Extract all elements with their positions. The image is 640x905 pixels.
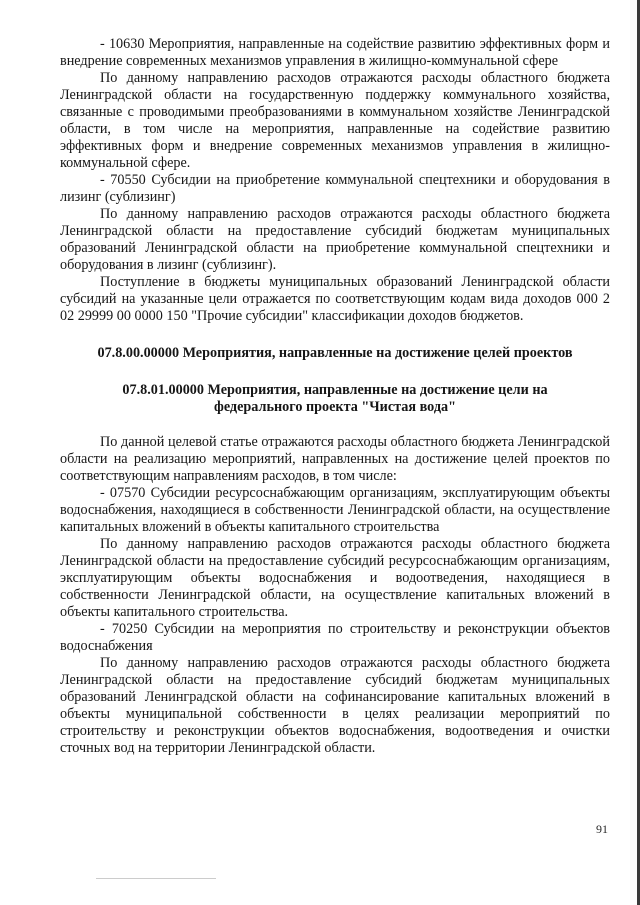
paragraph: - 70250 Субсидии на мероприятия по строительству и реконструкции объектов водоснабжения [60, 621, 610, 654]
paragraph: По данному направлению расходов отражаются расходы областного бюджета Ленинградской области на предоставление субсидий бюджетам муниципальных образований Ленинградской области на приобретение коммунальной спецтехники и оборудования в лизинг (сублизинг). [60, 206, 610, 273]
paragraph: По данному направлению расходов отражаются расходы областного бюджета Ленинградской области на государственную поддержку коммунального хозяйства, связанные с проводимыми преобразованиями в коммунальном хозяйстве Ленинградской области, в том числе на мероприятия, направленные на содействие развитию эффективных форм и внедрение современных механизмов управления в жилищно-коммунальной сфере. [60, 70, 610, 171]
paragraph: - 70550 Субсидии на приобретение коммунальной спецтехники и оборудования в лизинг (сублизинг) [60, 172, 610, 205]
spacer [60, 325, 610, 345]
paragraph: - 10630 Мероприятия, направленные на содействие развитию эффективных форм и внедрение современных механизмов управления в жилищно-коммунальной сфере [60, 36, 610, 69]
paragraph: Поступление в бюджеты муниципальных образований Ленинградской области субсидий на указанные цели отражается по соответствующим кодам вида доходов 000 2 02 29999 00 0000 150 "Прочие субсидии" классификации доходов бюджетов. [60, 274, 610, 324]
spacer [60, 362, 610, 382]
spacer [60, 416, 610, 434]
page-number: 91 [596, 822, 608, 836]
subsection-heading-line1: 07.8.01.00000 Мероприятия, направленные на достижение цели на [122, 382, 548, 398]
scan-artifact [96, 878, 216, 879]
section-heading: 07.8.00.00000 Мероприятия, направленные на достижение целей проектов [97, 345, 573, 361]
paragraph: По данному направлению расходов отражаются расходы областного бюджета Ленинградской области на предоставление субсидий ресурсоснабжающим организациям, эксплуатирующим объекты водоснабжения и водоотведения, находящиеся в собственности Ленинградской области, на осуществление капитальных вложений в объекты капитального строительства. [60, 536, 610, 620]
subsection-heading-line2: федерального проекта "Чистая вода" [214, 399, 456, 415]
paragraph: По данному направлению расходов отражаются расходы областного бюджета Ленинградской области на предоставление субсидий бюджетам муниципальных образований Ленинградской области на софинансирование капитальных вложений в объекты муниципальной собственности в целях реализации мероприятий по строительству и реконструкции объектов водоснабжения, водоотведения и очистки сточных вод на территории Ленинградской области. [60, 655, 610, 756]
paragraph: По данной целевой статье отражаются расходы областного бюджета Ленинградской области на реализацию мероприятий, направленных на достижение целей проектов по соответствующим направлениям расходов, в том числе: [60, 434, 610, 484]
paragraph: - 07570 Субсидии ресурсоснабжающим организациям, эксплуатирующим объекты водоснабжения, находящиеся в собственности Ленинградской области, на осуществление капитальных вложений в объекты капитального строительства [60, 485, 610, 535]
